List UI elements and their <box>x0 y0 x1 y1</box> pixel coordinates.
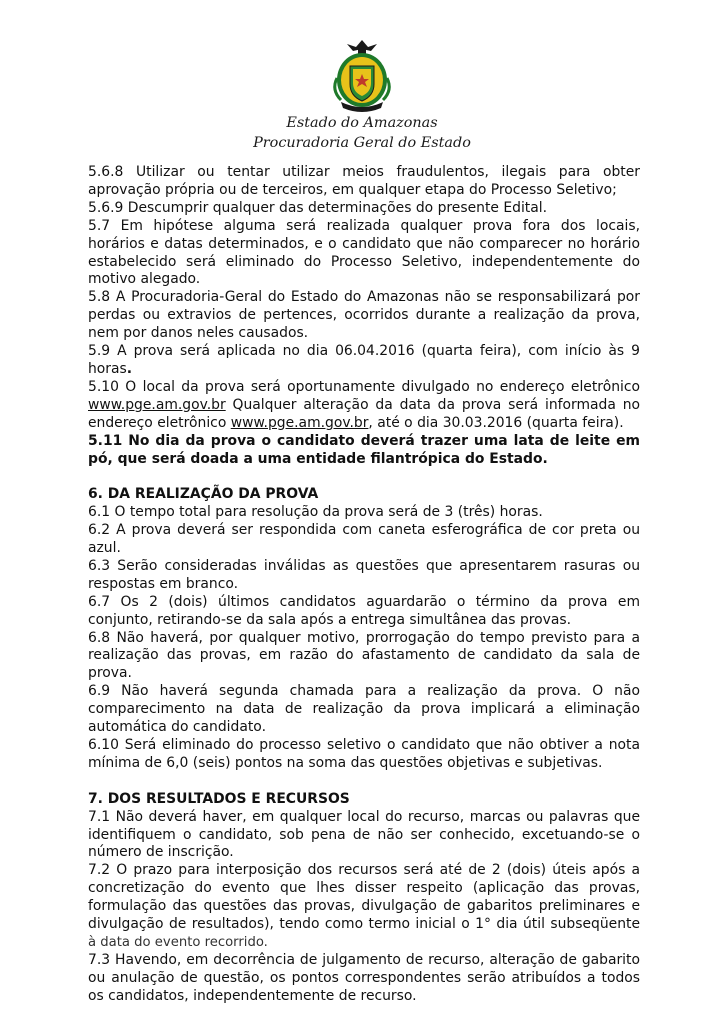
pge-website-link-2[interactable]: www.pge.am.gov.br <box>230 414 369 431</box>
item-6-8: 6.8 Não haverá, por qualquer motivo, prorrogação do tempo previsto para a realização das provas, em razão do afastamento de candidato da sala de prova. <box>88 629 640 682</box>
item-7-2-tail: à data do evento recorrido. <box>88 934 268 950</box>
section-6-heading: 6. DA REALIZAÇÃO DA PROVA <box>88 486 319 503</box>
item-5-10-text-c: , até o dia 30.03.2016 (quarta feira). <box>368 414 624 431</box>
item-6-9: 6.9 Não haverá segunda chamada para a realização da prova. O não comparecimento na data de realização da prova implicará a eliminação automática do candidato. <box>88 683 640 736</box>
item-7-2-text: 7.2 O prazo para interposição dos recursos será até de 2 (dois) úteis após a concretização do evento que lhes disser respeito (aplicação das provas, formulação das questões das provas, divulgação de gabaritos preliminares e divulgação de resultados), tendo como termo inicial o 1° dia útil subseqüente <box>88 862 640 933</box>
item-5-10-text-a: 5.10 O local da prova será oportunamente divulgado no endereço eletrônico <box>88 378 640 395</box>
item-5-11: 5.11 No dia da prova o candidato deverá trazer uma lata de leite em pó, que será doada a uma entidade filantrópica do Estado. <box>88 432 640 467</box>
item-7-2 <box>88 862 640 952</box>
item-6-3: 6.3 Serão consideradas inválidas as questões que apresentarem rasuras ou respostas em branco. <box>88 557 640 592</box>
item-5-10-text-b: Qualquer alteração da data da prova será informada no endereço eletrônico <box>88 396 640 431</box>
item-5-6-8: 5.6.8 Utilizar ou tentar utilizar meios fraudulentos, ilegais para obter aprovação própria ou de terceiros, em qualquer etapa do Processo Seletivo; <box>88 164 640 198</box>
section-7-heading: 7. DOS RESULTADOS E RECURSOS <box>88 790 350 807</box>
item-6-10: 6.10 Será eliminado do processo seletivo o candidato que não obtiver a nota mínima de 6,0 (seis) pontos na soma das questões objetivas e subjetivas. <box>88 736 640 771</box>
item-6-7: 6.7 Os 2 (dois) últimos candidatos aguardarão o término da prova em conjunto, retirando-se da sala após a entrega simultânea das provas. <box>88 593 640 628</box>
item-6-2: 6.2 A prova deverá ser respondida com caneta esferográfica de cor preta ou azul. <box>88 522 640 557</box>
item-5-10 <box>88 379 640 433</box>
document-body <box>88 164 640 1006</box>
item-5-9-end: . <box>126 360 133 377</box>
document-header <box>0 113 724 153</box>
item-5-9-text: 5.9 A prova será aplicada no dia 06.04.2016 (quarta feira), com início às 9 horas <box>88 343 640 377</box>
item-5-9 <box>88 343 640 379</box>
item-5-6-9: 5.6.9 Descumprir qualquer das determinações do presente Edital. <box>88 199 548 216</box>
item-6-1: 6.1 O tempo total para resolução da prova será de 3 (três) horas. <box>88 504 543 521</box>
amazonas-coat-of-arms-icon <box>323 38 401 114</box>
item-7-1: 7.1 Não deverá haver, em qualquer local do recurso, marcas ou palavras que identifiquem o candidato, sob pena de não ser conhecido, excetuando-se o número de inscrição. <box>88 808 640 861</box>
item-5-7: 5.7 Em hipótese alguma será realizada qualquer prova fora dos locais, horários e datas determinados, e o candidato que não comparecer no horário estabelecido será eliminado do Processo Seletivo, independentemente do motivo alegado. <box>88 217 640 288</box>
item-7-3: 7.3 Havendo, em decorrência de julgamento de recurso, alteração de gabarito ou anulação de questão, os pontos correspondentes serão atribuídos a todos os candidatos, independentemente de recurso. <box>88 951 640 1004</box>
item-5-8: 5.8 A Procuradoria-Geral do Estado do Amazonas não se responsabilizará por perdas ou extravios de pertences, ocorridos durante a realização da prova, nem por danos neles causados. <box>88 289 640 342</box>
header-state-name: Estado do Amazonas <box>286 115 438 131</box>
header-agency-name: Procuradoria Geral do Estado <box>253 135 471 151</box>
pge-website-link[interactable]: www.pge.am.gov.br <box>88 396 226 413</box>
